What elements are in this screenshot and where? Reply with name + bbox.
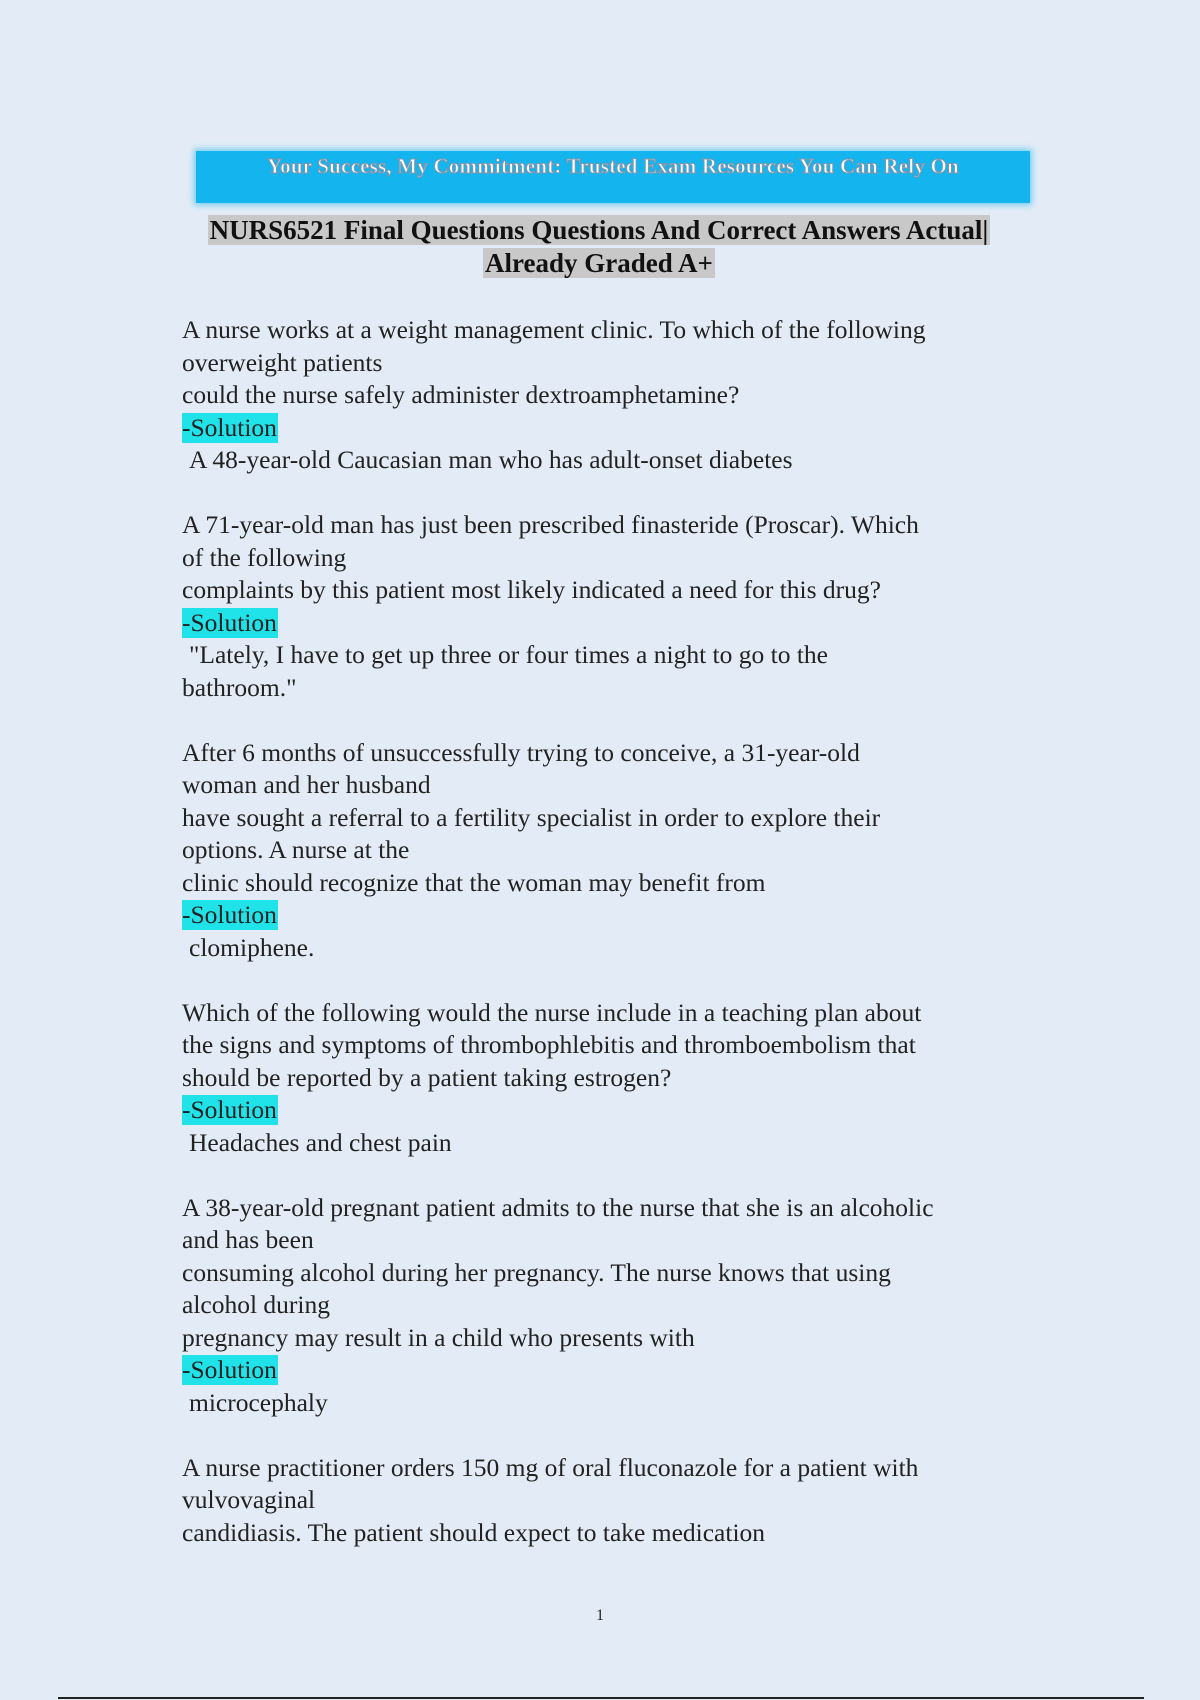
question-block [182,1192,1032,1420]
question-text-line: Which of the following would the nurse include in a teaching plan about [182,997,922,1027]
question-list [182,314,1032,1582]
title-line-2: Already Graded A+ [485,248,713,278]
answer-text-line: clomiphene. [189,932,315,962]
question-text-line: consuming alcohol during her pregnancy. The nurse knows that using [182,1257,891,1287]
question-text-line: A nurse practitioner orders 150 mg of oral fluconazole for a patient with [182,1452,919,1482]
solution-label: -Solution [182,607,277,637]
answer-text-line: "Lately, I have to get up three or four times a night to go to the [189,640,828,669]
question-text-line: of the following [182,542,347,572]
question-text-line: A nurse works at a weight management clinic. To which of the following [182,315,926,344]
question-text-line: woman and her husband [182,770,431,799]
question-text-line: alcohol during [182,1290,331,1319]
question-text-line: have sought a referral to a fertility specialist in order to explore their [182,802,881,832]
question-text-line: could the nurse safely administer dextroamphetamine? [182,380,740,409]
solution-label: -Solution [182,1095,277,1124]
question-text-line: pregnancy may result in a child who presents with [182,1322,695,1352]
answer-text-line: microcephaly [189,1387,328,1417]
question-text-line: After 6 months of unsuccessfully trying to conceive, a 31-year-old [182,737,860,767]
question-text-line: vulvovaginal [182,1485,316,1514]
question-block [182,1452,1032,1550]
solution-label-row [182,412,1032,445]
question-text-line: A 38-year-old pregnant patient admits to the nurse that she is an alcoholic [182,1192,934,1222]
answer-text-line: A 48-year-old Caucasian man who has adult-onset diabetes [189,445,793,474]
title-line-1: NURS6521 Final Questions Questions And Correct Answers Actual| [209,215,989,245]
header-banner [196,151,1030,203]
solution-label-row [182,1354,1032,1387]
question-text-line: complaints by this patient most likely indicated a need for this drug? [182,575,881,604]
solution-label-row [182,607,1032,640]
page-number: 1 [596,1607,604,1624]
question-block [182,314,1032,477]
question-block [182,997,1032,1160]
solution-label-row [182,899,1032,932]
question-text-line: and has been [182,1225,314,1254]
question-text-line: should be reported by a patient taking estrogen? [182,1062,672,1092]
question-text-line: the signs and symptoms of thrombophlebitis and thromboembolism that [182,1030,916,1059]
solution-label: -Solution [182,1355,277,1384]
answer-text-line: bathroom." [182,672,297,702]
answer-text-line: Headaches and chest pain [189,1127,452,1157]
question-block [182,509,1032,704]
solution-label-row [182,1094,1032,1127]
page-bottom-rule [58,1697,1144,1699]
question-text-line: overweight patients [182,347,383,377]
document-title [182,214,1016,280]
solution-label: -Solution [182,412,277,442]
question-text-line: A 71-year-old man has just been prescribed finasteride (Proscar). Which [182,510,919,539]
banner-text: Your Success, My Commitment: Trusted Exam Resources You Can Rely On [267,154,959,178]
question-text-line: candidiasis. The patient should expect to take medication [182,1517,766,1547]
question-text-line: options. A nurse at the [182,835,410,864]
question-text-line: clinic should recognize that the woman may benefit from [182,867,766,897]
question-block [182,737,1032,965]
solution-label: -Solution [182,900,277,929]
